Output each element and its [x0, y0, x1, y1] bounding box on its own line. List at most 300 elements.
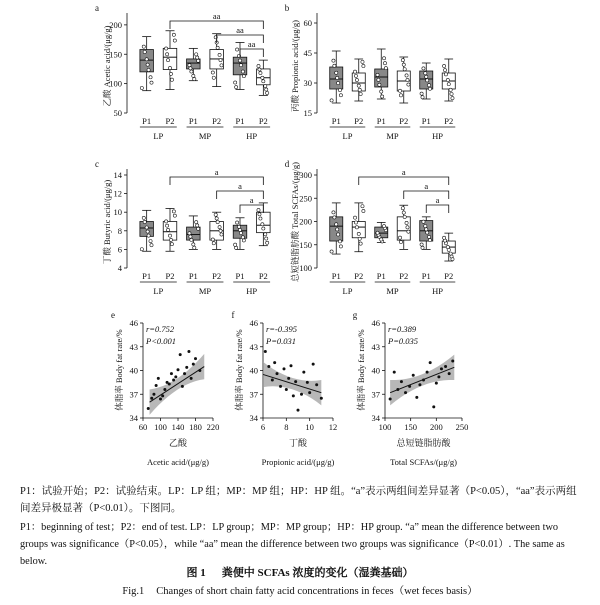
data-point-a: [241, 70, 244, 73]
significance-bracket-a: [240, 49, 263, 57]
significance-label-d: a: [424, 181, 429, 191]
data-point-e: [152, 393, 155, 396]
data-point-c: [242, 239, 245, 242]
group-label-c: LP: [153, 286, 164, 296]
y-axis-label-b: 丙酸 Propionic acid/(μg/g): [290, 20, 300, 112]
stat-p-e: P<0.001: [146, 336, 177, 346]
data-point-b: [330, 99, 333, 102]
data-point-a: [218, 53, 221, 56]
data-point-b: [446, 78, 449, 81]
data-point-d: [442, 236, 445, 239]
data-point-e: [157, 377, 160, 380]
data-point-e: [161, 394, 164, 397]
data-point-b: [378, 83, 381, 86]
data-point-c: [150, 244, 153, 247]
data-point-b: [398, 89, 401, 92]
data-point-b: [382, 57, 385, 60]
y-tick-label-d: 100: [299, 263, 312, 273]
significance-label-c: a: [214, 167, 219, 177]
significance-bracket-d: [404, 191, 449, 199]
figure-caption-english: Changes of short chain fatty acid concentrations in feces（wet feces basis）: [156, 586, 478, 597]
y-tick-label-c: 8: [117, 225, 122, 236]
x-tick-label-e: 180: [189, 422, 202, 432]
data-point-e: [190, 377, 193, 380]
data-point-d: [330, 250, 333, 253]
significance-bracket-a: [170, 21, 263, 29]
data-point-b: [339, 94, 342, 97]
box-label-b: P1: [376, 116, 386, 126]
group-label-c: HP: [246, 286, 258, 296]
data-point-b: [336, 76, 339, 79]
data-point-c: [264, 233, 267, 236]
footnote-english: P1：beginning of test；P2：end of test. LP：LP group；MP：MP group；HP：HP group. “a” mean the difference between two groups was significance（P<0.05），while “aa” mean the difference between two groups was significance（P<0.01）. The same as below.: [20, 522, 565, 567]
data-point-a: [212, 76, 215, 79]
y-tick-label-g: 40: [371, 365, 380, 376]
data-point-a: [264, 84, 267, 87]
data-point-c: [147, 234, 150, 237]
panel-letter-b: b: [284, 3, 290, 13]
data-point-c: [266, 241, 269, 244]
data-point-f: [297, 409, 300, 412]
data-point-d: [353, 216, 356, 219]
data-point-b: [424, 72, 427, 75]
data-point-g: [418, 383, 421, 386]
stat-r-g: r=0.389: [388, 324, 417, 334]
significance-label-a: aa: [236, 25, 244, 35]
data-point-b: [383, 62, 386, 65]
data-point-e: [174, 375, 177, 378]
data-point-d: [337, 233, 340, 236]
significance-label-d: a: [435, 195, 440, 205]
data-point-c: [261, 223, 264, 226]
x-axis-label-cn-e: 乙酸: [168, 438, 188, 448]
data-point-d: [399, 240, 402, 243]
data-point-g: [426, 371, 429, 374]
data-point-b: [338, 89, 341, 92]
data-point-b: [405, 74, 408, 77]
data-point-d: [398, 236, 401, 239]
data-point-c: [169, 238, 172, 241]
panel-letter-e: e: [111, 310, 115, 320]
data-point-a: [236, 48, 239, 51]
panel-letter-c: c: [95, 159, 99, 169]
data-point-c: [168, 234, 171, 237]
data-point-e: [170, 372, 173, 375]
data-point-e: [198, 369, 201, 372]
data-point-a: [140, 86, 143, 89]
data-point-d: [407, 230, 410, 233]
box-label-d: P1: [376, 271, 386, 281]
data-point-b: [333, 64, 336, 67]
data-point-c: [146, 230, 149, 233]
y-tick-label-a: 50: [113, 108, 122, 118]
data-point-b: [376, 73, 379, 76]
x-axis-label-en-g: Total SCFAs/(μg/g): [390, 457, 457, 467]
x-tick-label-f: 10: [305, 422, 314, 432]
data-point-a: [242, 75, 245, 78]
y-tick-label-f: 37: [249, 389, 258, 400]
data-point-a: [238, 59, 241, 62]
data-point-a: [143, 50, 146, 53]
data-point-e: [172, 379, 175, 382]
group-label-b: HP: [432, 131, 443, 141]
data-point-c: [142, 216, 145, 219]
data-point-f: [312, 363, 315, 366]
data-point-d: [357, 232, 360, 235]
data-point-b: [377, 78, 380, 81]
data-point-b: [422, 67, 425, 70]
data-point-g: [408, 385, 411, 388]
data-point-b: [337, 81, 340, 84]
data-point-d: [361, 205, 364, 208]
data-point-c: [166, 228, 169, 231]
data-point-b: [450, 92, 453, 95]
data-point-b: [444, 73, 447, 76]
x-tick-label-g: 200: [429, 422, 443, 432]
data-point-b: [428, 87, 431, 90]
data-point-a: [234, 81, 237, 84]
box-label-c: P2: [212, 271, 222, 281]
y-tick-label-d: 250: [299, 193, 312, 204]
data-point-g: [451, 360, 454, 363]
significance-bracket-a: [217, 35, 264, 43]
y-tick-label-e: 40: [129, 365, 138, 376]
data-point-c: [216, 220, 219, 223]
data-point-e: [177, 368, 180, 371]
y-axis-label-a: 乙酸 Acetic acid/(μg/g): [102, 25, 112, 107]
box-label-d: P1: [331, 271, 341, 281]
y-tick-label-d: 300: [299, 170, 312, 180]
box-label-b: P2: [399, 116, 409, 126]
data-point-d: [335, 223, 338, 226]
data-point-e: [187, 350, 190, 353]
box-label-d: P2: [399, 271, 409, 281]
group-label-d: MP: [386, 286, 399, 296]
data-point-f: [283, 367, 286, 370]
x-tick-label-g: 100: [378, 422, 392, 432]
data-point-d: [333, 216, 336, 219]
data-point-f: [294, 380, 297, 383]
data-point-d: [402, 211, 405, 214]
data-point-e: [183, 372, 186, 375]
data-point-d: [359, 242, 362, 245]
data-point-f: [285, 388, 288, 391]
data-point-e: [181, 385, 184, 388]
data-point-f: [287, 377, 290, 380]
y-tick-label-d: 200: [299, 216, 312, 227]
y-tick-label-f: 46: [249, 318, 258, 328]
y-tick-label-f: 34: [249, 413, 258, 423]
y-tick-label-g: 46: [371, 318, 380, 328]
data-point-b: [449, 88, 452, 91]
data-point-g: [448, 372, 451, 375]
data-point-f: [273, 361, 276, 364]
panel-letter-g: g: [352, 310, 358, 320]
data-point-c: [166, 224, 169, 227]
x-tick-label-g: 250: [455, 422, 469, 432]
data-point-e: [179, 353, 182, 356]
data-point-b: [335, 71, 338, 74]
data-point-g: [404, 391, 407, 394]
data-point-f: [308, 391, 311, 394]
data-point-d: [401, 207, 404, 210]
box-label-a: P1: [235, 116, 245, 126]
significance-bracket-d: [426, 205, 449, 213]
x-tick-label-f: 12: [328, 422, 338, 432]
data-point-e: [194, 357, 197, 360]
data-point-b: [403, 68, 406, 71]
data-point-b: [380, 90, 383, 93]
x-axis-label-en-e: Acetic acid/(μg/g): [147, 457, 209, 467]
box-label-b: P2: [354, 116, 364, 126]
y-tick-label-c: 12: [113, 188, 122, 199]
data-point-d: [382, 225, 385, 228]
data-point-d: [421, 246, 424, 249]
x-tick-label-e: 100: [154, 422, 167, 432]
data-point-a: [166, 59, 169, 62]
data-point-g: [440, 367, 443, 370]
y-axis-label-e: 体脂率 Body fat rate/%: [114, 329, 124, 411]
group-label-b: MP: [386, 131, 399, 141]
data-point-c: [234, 243, 237, 246]
data-point-c: [220, 233, 223, 236]
data-point-a: [239, 64, 242, 67]
data-point-c: [196, 224, 199, 227]
data-point-a: [211, 71, 214, 74]
data-point-c: [193, 246, 196, 249]
data-point-f: [300, 393, 303, 396]
data-point-b: [361, 60, 364, 63]
x-axis-label-cn-f: 丁酸: [288, 438, 308, 448]
box-label-a: P2: [258, 116, 268, 126]
data-point-b: [427, 84, 430, 87]
data-point-d: [428, 239, 431, 242]
data-point-g: [435, 382, 438, 385]
data-point-e: [159, 398, 162, 401]
data-point-c: [259, 217, 262, 220]
data-point-d: [336, 228, 339, 231]
data-point-b: [443, 69, 446, 72]
data-point-g: [396, 388, 399, 391]
x-tick-label-e: 60: [138, 422, 148, 432]
data-point-a: [265, 88, 268, 91]
data-point-d: [339, 245, 342, 248]
data-point-d: [338, 240, 341, 243]
panel-letter-d: d: [284, 159, 290, 169]
figure-number-english: Fig.1: [122, 586, 145, 597]
data-point-c: [173, 214, 176, 217]
figure-title-chinese: [0, 564, 600, 580]
data-point-a: [190, 70, 193, 73]
data-point-a: [168, 66, 171, 69]
data-point-a: [147, 68, 150, 71]
x-tick-label-e: 220: [206, 422, 220, 432]
y-tick-label-a: 100: [109, 78, 122, 89]
data-point-b: [358, 88, 361, 91]
figure-title-english: [0, 583, 600, 598]
data-point-b: [442, 64, 445, 67]
data-point-c: [140, 248, 143, 251]
y-tick-label-c: 4: [117, 263, 122, 273]
data-point-c: [211, 238, 214, 241]
data-point-c: [214, 213, 217, 216]
box-label-a: P2: [165, 116, 175, 126]
y-axis-label-f: 体脂率 Body fat rate/%: [234, 329, 244, 411]
box-b: [375, 69, 388, 87]
data-point-b: [447, 83, 450, 86]
stat-r-e: r=0.752: [146, 324, 175, 334]
data-point-a: [142, 45, 145, 48]
data-point-f: [320, 397, 323, 400]
data-point-a: [235, 86, 238, 89]
data-point-c: [215, 217, 218, 220]
y-axis-label-c: 丁酸 Butyric acid/(μg/g): [102, 179, 112, 265]
y-tick-label-b: 15: [303, 108, 312, 118]
y-tick-label-b: 60: [303, 18, 312, 28]
group-label-c: MP: [198, 286, 212, 296]
data-point-c: [236, 221, 239, 224]
footnote-chinese: P1：试验开始；P2：试验结束。LP：LP 组；MP：MP 组；HP：HP 组。“a”表示两组间差异显著（P<0.05），“aa”表示两组间差异极显著（P<0.01）。下图同。: [20, 486, 577, 514]
data-point-e: [147, 407, 150, 410]
data-point-f: [279, 385, 282, 388]
x-tick-label-f: 8: [284, 422, 289, 432]
data-point-c: [237, 225, 240, 228]
data-point-b: [426, 79, 429, 82]
x-tick-label-f: 6: [260, 422, 266, 432]
group-label-d: LP: [342, 286, 353, 296]
data-point-e: [168, 382, 171, 385]
data-point-a: [220, 64, 223, 67]
data-point-b: [421, 96, 424, 99]
data-point-c: [239, 231, 242, 234]
data-point-d: [355, 226, 358, 229]
y-tick-label-g: 34: [371, 413, 380, 423]
x-axis-label-cn-g: 总短链脂肪酸: [396, 438, 451, 448]
data-point-g: [444, 365, 447, 368]
data-point-a: [258, 68, 261, 71]
data-point-a: [188, 64, 191, 67]
data-point-c: [265, 237, 268, 240]
figure-number-chinese: 图 1: [186, 567, 206, 579]
data-point-b: [354, 74, 357, 77]
data-point-f: [315, 383, 318, 386]
data-point-c: [165, 220, 168, 223]
y-tick-label-g: 43: [371, 341, 380, 352]
significance-label-a: aa: [247, 39, 256, 49]
data-point-c: [219, 229, 222, 232]
data-point-c: [189, 235, 192, 238]
data-point-b: [381, 95, 384, 98]
box-label-c: P1: [235, 271, 245, 281]
box-label-b: P2: [444, 116, 454, 126]
data-point-b: [420, 92, 423, 95]
data-point-f: [292, 394, 295, 397]
data-point-c: [149, 240, 152, 243]
box-label-d: P1: [421, 271, 431, 281]
regression-line-e: [150, 367, 205, 403]
y-tick-label-f: 43: [249, 341, 258, 352]
box-label-a: P1: [142, 116, 152, 126]
data-point-d: [358, 237, 361, 240]
data-point-a: [172, 33, 175, 36]
y-tick-label-a: 200: [109, 19, 122, 30]
stat-p-f: P=0.031: [266, 336, 297, 346]
significance-bracket-c: [217, 191, 264, 199]
data-point-a: [266, 91, 269, 94]
y-tick-label-c: 6: [117, 244, 122, 255]
data-point-e: [192, 363, 195, 366]
data-point-a: [145, 58, 148, 61]
data-point-f: [290, 364, 293, 367]
box-label-d: P2: [444, 271, 454, 281]
data-point-d: [380, 238, 383, 241]
y-tick-label-b: 30: [303, 78, 312, 88]
y-tick-label-e: 34: [129, 413, 138, 423]
data-point-a: [262, 80, 265, 83]
data-point-c: [262, 227, 265, 230]
data-point-c: [218, 226, 221, 229]
data-point-c: [257, 208, 260, 211]
data-point-b: [425, 75, 428, 78]
data-point-a: [165, 47, 168, 50]
data-point-a: [169, 72, 172, 75]
box-label-c: P2: [165, 271, 175, 281]
y-axis-label-d: 总短链脂肪酸 Total SCFAs/(μg/g): [290, 162, 300, 282]
y-tick-label-a: 150: [109, 49, 122, 60]
y-tick-label-e: 37: [129, 389, 138, 400]
data-point-d: [406, 226, 409, 229]
box-label-c: P1: [142, 271, 152, 281]
data-point-c: [238, 228, 241, 231]
data-point-a: [216, 46, 219, 49]
box-label-b: P1: [331, 116, 341, 126]
data-point-a: [173, 39, 176, 42]
data-point-e: [163, 388, 166, 391]
data-point-a: [261, 76, 264, 79]
significance-label-c: a: [238, 181, 242, 191]
x-axis-label-en-f: Propionic acid/(μg/g): [261, 457, 335, 467]
data-point-a: [146, 63, 149, 66]
data-point-c: [190, 238, 193, 241]
data-point-b: [407, 83, 410, 86]
data-point-b: [332, 59, 335, 62]
data-point-g: [415, 396, 418, 399]
data-point-d: [424, 224, 427, 227]
data-point-c: [170, 243, 173, 246]
data-point-c: [212, 242, 215, 245]
y-tick-label-e: 46: [129, 318, 138, 328]
data-point-g: [432, 405, 435, 408]
x-tick-label-e: 140: [171, 422, 185, 432]
group-label-b: LP: [342, 131, 353, 141]
group-label-a: HP: [246, 131, 258, 141]
data-point-b: [451, 97, 454, 100]
y-tick-label-f: 40: [249, 365, 258, 376]
data-point-c: [188, 232, 191, 235]
x-tick-label-g: 150: [404, 422, 418, 432]
data-point-a: [166, 53, 169, 56]
data-point-g: [400, 380, 403, 383]
significance-label-a: aa: [212, 11, 221, 21]
data-point-c: [192, 243, 195, 246]
data-point-c: [172, 210, 175, 213]
data-point-b: [357, 84, 360, 87]
y-tick-label-c: 14: [113, 170, 122, 180]
box-label-d: P2: [354, 271, 364, 281]
panel-letter-f: f: [231, 310, 235, 320]
data-point-e: [150, 397, 153, 400]
data-point-c: [195, 221, 198, 224]
